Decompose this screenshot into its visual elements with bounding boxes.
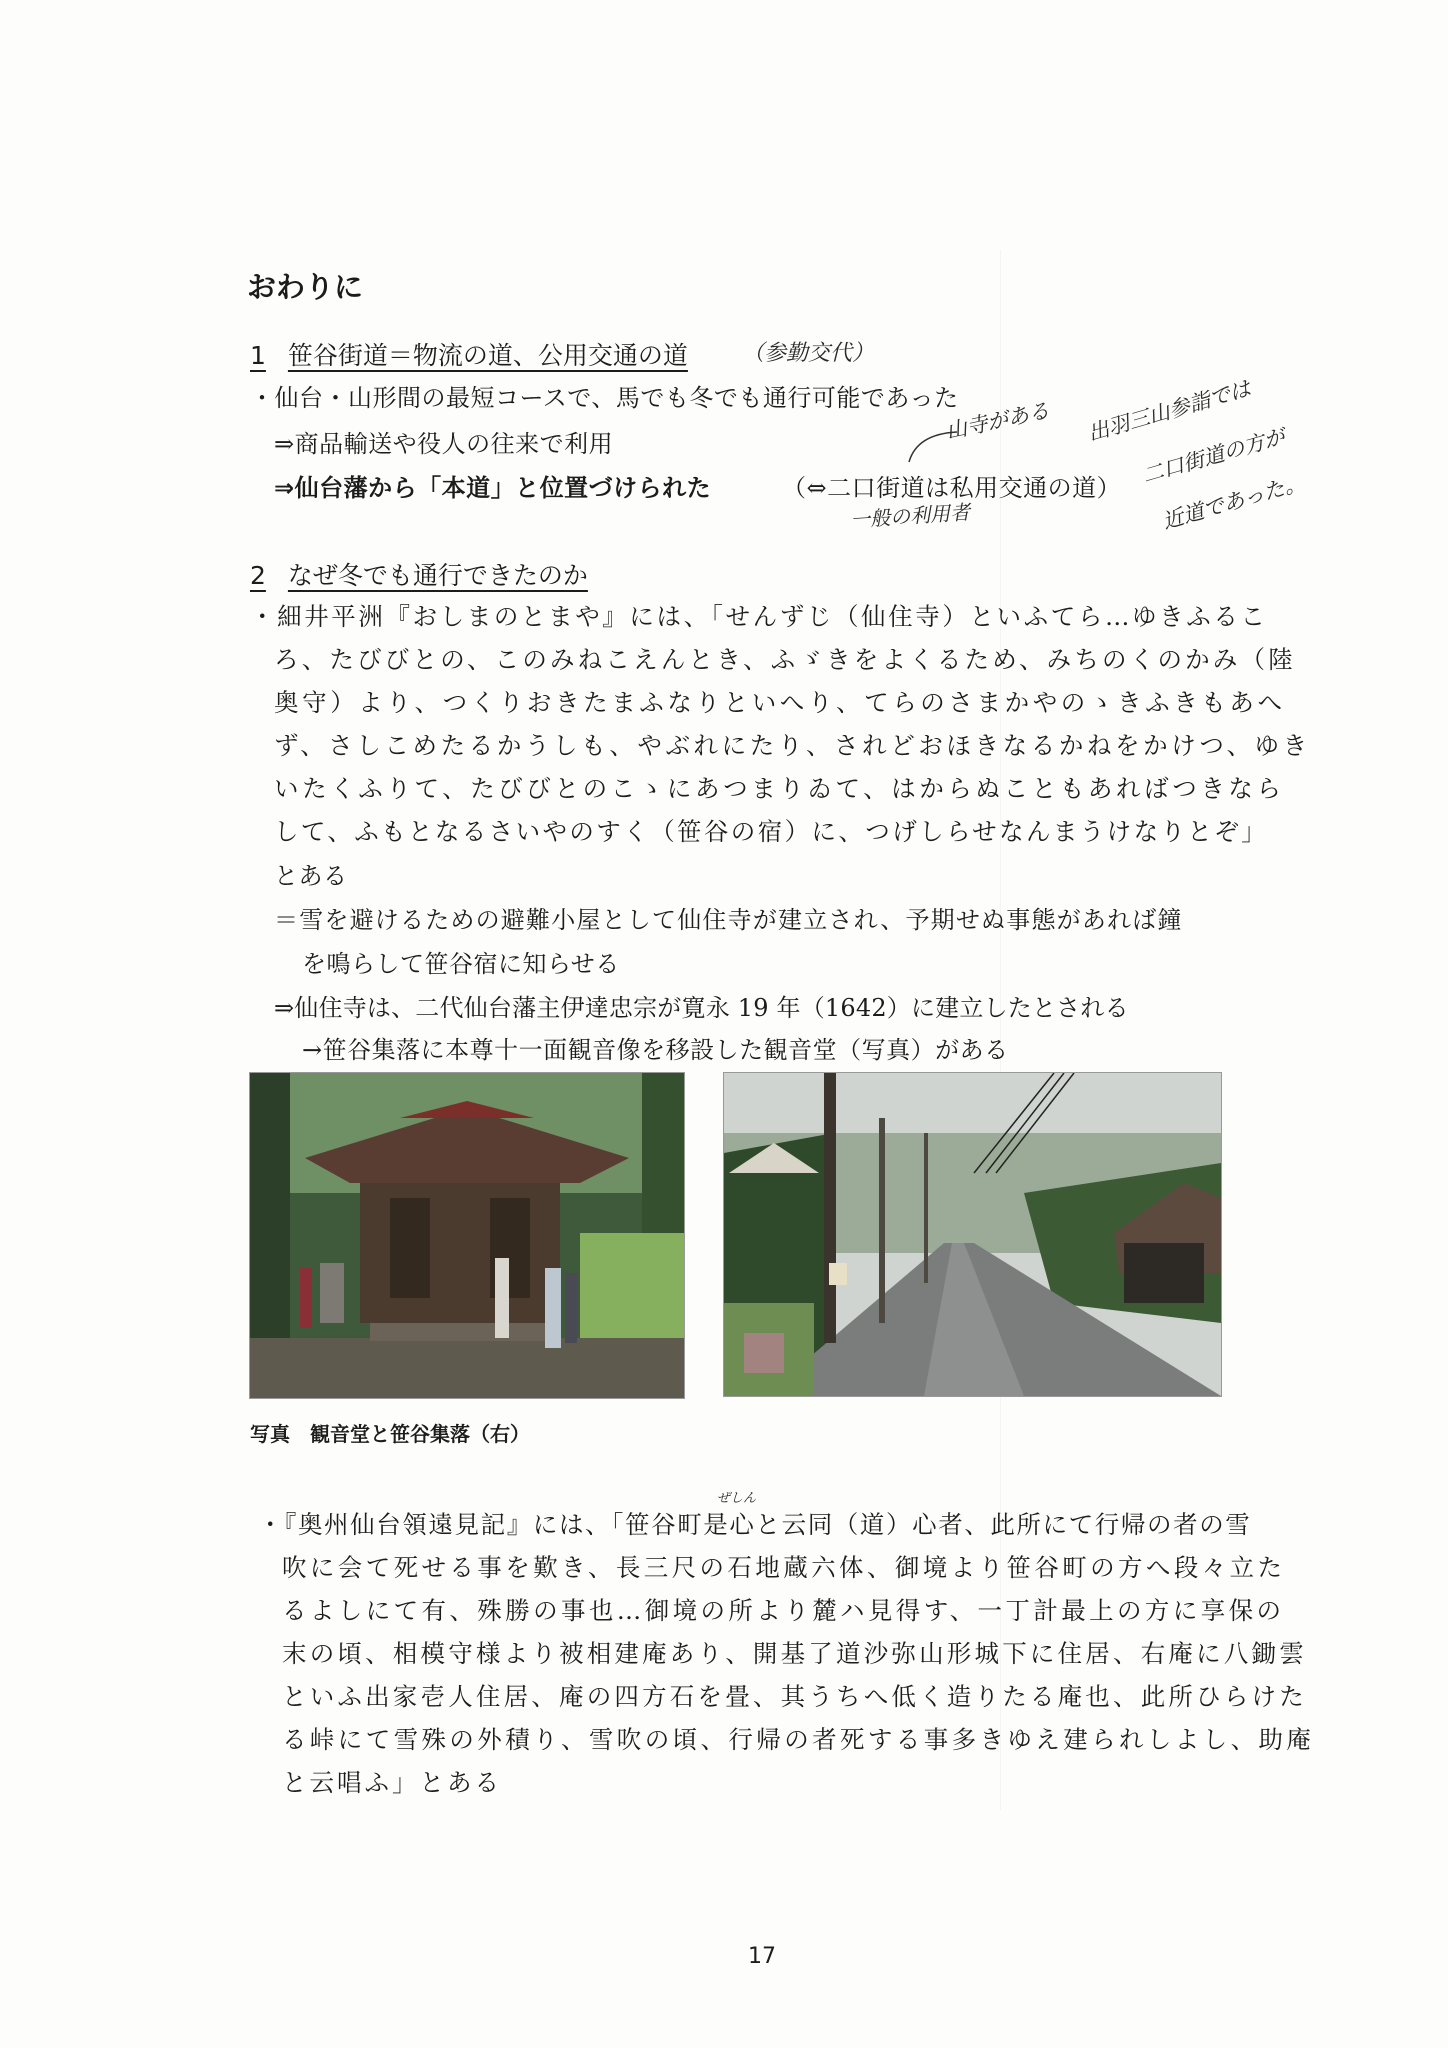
section-3-line-3: るよしにて有、殊勝の事也…御境の所より麓ハ見得す、一丁計最上の方に享保の xyxy=(282,1596,1285,1625)
annotation-dewa-1: 出羽三山参詣では xyxy=(1085,376,1254,446)
section-3-line-1: ・『奥州仙台領遠見記』には、「笹谷町是心と云同（道）心者、此所にて行帰の者の雪 xyxy=(258,1510,1252,1539)
annotation-sankin: （参勤交代） xyxy=(742,341,875,366)
section-2-line-1: ・細井平洲『おしまのとまや』には、「せんずじ（仙住寺）といふてら…ゆきふるこ xyxy=(250,602,1268,631)
section-2-line-6: して、ふもとなるさいやのすく（笹谷の宿）に、つげしらせなんまうけなりとぞ」 xyxy=(274,817,1269,846)
section-2-line-3: 奥守）より、つくりおきたまふなりといへり、てらのさまかやのゝきふきもあへ xyxy=(274,688,1286,717)
section-1-line-3: ⇒仙台藩から「本道」と位置づけられた xyxy=(274,474,712,502)
section-1-number: 1 xyxy=(250,341,266,370)
section-2-line-2: ろ、たびびとの、このみねこえんとき、ふゞきをよくるため、みちのくのかみ（陸 xyxy=(274,645,1296,674)
section-2-line-4: ず、さしこめたるかうしも、やぶれにたり、されどおほきなるかねをかけつ、ゆき xyxy=(274,731,1311,760)
annotation-dewa-2: 二口街道の方が xyxy=(1139,424,1288,488)
photo-caption: 写真 観音堂と笹谷集落（右） xyxy=(250,1422,530,1446)
section-2-line-8: ＝雪を避けるための避難小屋として仙住寺が建立され、予期せぬ事態があれば鐘 xyxy=(274,906,1183,934)
section-2-number: 2 xyxy=(250,561,266,590)
section-1-line-2: ⇒商品輸送や役人の往来で利用 xyxy=(274,430,614,458)
section-3-line-4: 末の頃、相模守様より被相建庵あり、開基了道沙弥山形城下に住居、右庵に八鋤雲 xyxy=(282,1639,1307,1668)
photo-sasaya-village xyxy=(723,1072,1222,1397)
section-2-heading-text: なぜ冬でも通行できたのか xyxy=(287,561,588,590)
section-2-line-10: ⇒仙住寺は、二代仙台藩主伊達忠宗が寛永 19 年（1642）に建立したとされる xyxy=(274,994,1129,1022)
section-2-line-11: →笹谷集落に本尊十一面観音像を移設した観音堂（写真）がある xyxy=(302,1036,1009,1064)
ruby-zeshin: ぜしん xyxy=(717,1491,757,1506)
photo-kannondo xyxy=(249,1072,685,1399)
section-3-line-5: といふ出家壱人住居、庵の四方石を畳、其うちへ低く造りたる庵也、此所ひらけた xyxy=(282,1682,1307,1711)
page-title: おわりに xyxy=(247,270,364,304)
annotation-yamadera: 山寺がある xyxy=(943,398,1052,444)
section-2-line-9: を鳴らして笹谷宿に知らせる xyxy=(302,950,620,978)
section-3-line-2: 吹に会て死せる事を歎き、長三尺の石地蔵六体、御境より笹谷町の方へ段々立た xyxy=(282,1553,1286,1582)
annotation-ippan: 一般の利用者 xyxy=(849,499,971,533)
kannondo-image xyxy=(250,1073,684,1398)
section-1-heading-text: 笹谷街道＝物流の道、公用交通の道 xyxy=(287,341,688,370)
section-2-line-5: いたくふりて、たびびとのこゝにあつまりゐて、はからぬこともあればつきなら xyxy=(274,774,1285,803)
page-number: 17 xyxy=(748,1944,776,1969)
section-3-line-7: と云唱ふ」とある xyxy=(282,1768,502,1797)
section-2-line-7: とある xyxy=(274,862,348,890)
section-2-heading xyxy=(250,556,588,592)
section-1-line-4: （⇔二口街道は私用交通の道） xyxy=(782,474,1122,502)
section-1-heading xyxy=(250,336,688,372)
section-3-line-6: る峠にて雪殊の外積り、雪吹の頃、行帰の者死する事多きゆえ建られしよし、助庵 xyxy=(282,1725,1315,1754)
annotation-dewa-3: 近道であった。 xyxy=(1159,470,1308,534)
sasaya-village-image xyxy=(724,1073,1221,1396)
section-1-line-1: ・仙台・山形間の最短コースで、馬でも冬でも通行可能であった xyxy=(250,384,959,412)
